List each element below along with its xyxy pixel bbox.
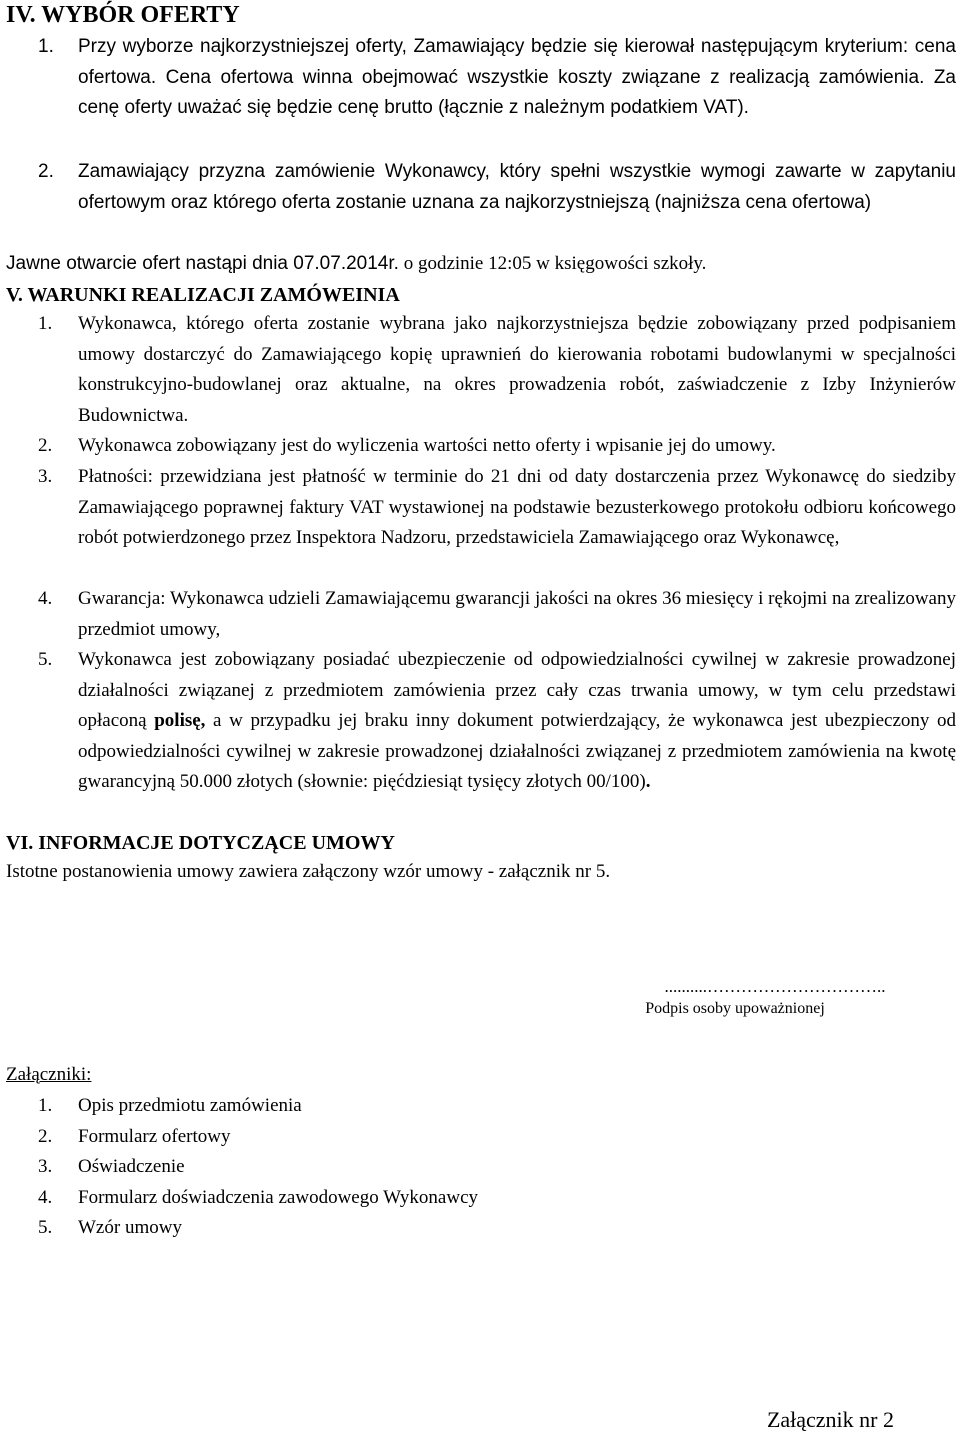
section-v-item-5 <box>38 645 956 798</box>
item-text: Formularz doświadczenia zawodowego Wykonawcy <box>78 1186 479 1208</box>
section-vi-heading: VI. INFORMACJE DOTYCZĄCE UMOWY <box>6 832 395 854</box>
item-number: 2. <box>38 435 53 456</box>
item-text <box>78 645 956 798</box>
section-v-item-3 <box>38 462 956 554</box>
item-text-bold: polisę, <box>154 710 206 731</box>
item-number: 3. <box>38 466 53 487</box>
attachments-heading: Załączniki: <box>6 1064 92 1085</box>
item-text: Wzór umowy <box>78 1217 182 1238</box>
signature-block <box>560 976 910 1020</box>
section-v-heading: V. WARUNKI REALIZACJI ZAMÓWEINIA <box>6 284 400 306</box>
list-item <box>38 1122 478 1153</box>
section-vi-text: Istotne postanowienia umowy zawiera załączony wzór umowy - załącznik nr 5. <box>6 861 611 882</box>
item-text: Opis przedmiotu zamówienia <box>78 1095 302 1116</box>
item-text-part: a w przypadku jej braku inny dokument potwierdzający, że wykonawca jest ubezpieczony od odpowiedzialności cywilnej w zakresie prowadzonej działalności związanej z przedmiotem zamówienia na kwotę gwarancyjną 50.000 złotych (słownie: pięćdziesiąt tysięcy złotych 00/100) <box>78 710 957 792</box>
opening-date-line <box>6 251 706 277</box>
attachment-label: Załącznik nr 2 <box>766 1407 894 1432</box>
item-text-bold: . <box>645 771 651 792</box>
list-item <box>38 1213 478 1244</box>
attachments-list <box>38 1091 478 1244</box>
item-number: 3. <box>38 1156 53 1177</box>
item-text: Gwarancja: Wykonawca udzieli Zamawiającemu gwarancji jakości na okres 36 miesięcy i rękojmi na zrealizowany przedmiot umowy, <box>78 588 956 640</box>
item-number: 2. <box>38 161 54 182</box>
item-number: 4. <box>38 588 53 609</box>
item-text: Formularz ofertowy <box>78 1125 231 1147</box>
item-text: Zamawiający przyzna zamówienie Wykonawcy, który spełni wszystkie wymogi zawarte w zapytaniu ofertowym oraz którego oferta zostanie uznana za najkorzystniejszą (najniższa cena ofertowa) <box>78 161 956 213</box>
section-v-item-1 <box>38 309 956 431</box>
item-number: 1. <box>38 36 54 57</box>
signature-label: Podpis osoby upoważnionej <box>645 1000 825 1017</box>
item-text: Wykonawca, którego oferta zostanie wybrana jako najkorzystniejsza będzie zobowiązany przed podpisaniem umowy dostarczyć do Zamawiającego kopię uprawnień do kierowania robotami budowlanymi w specjalności konstrukcyjno-budowlanej oraz aktualne, na okres prowadzenia robót, zaświadczenie z Izby Inżynierów Budownictwa. <box>78 313 956 426</box>
item-number: 2. <box>38 1125 53 1147</box>
item-text: Przy wyborze najkorzystniejszej oferty, Zamawiający będzie się kierował następującym kryterium: cena ofertowa. Cena ofertowa winna obejmować wszystkie koszty związane z realizacją zamówienia. Za cenę oferty uważać się będzie cenę brutto (łącznie z należnym podatkiem VAT). <box>78 36 956 118</box>
item-text: Wykonawca zobowiązany jest do wyliczenia wartości netto oferty i wpisanie jej do umowy. <box>78 435 776 456</box>
section-v-item-2 <box>38 431 956 462</box>
section-iv-item-1 <box>38 32 956 124</box>
section-v-item-4 <box>38 584 956 645</box>
opening-date-suffix: o godzinie 12:05 w księgowości szkoły. <box>398 253 707 274</box>
item-number: 5. <box>38 649 53 670</box>
item-number: 5. <box>38 1217 53 1238</box>
item-number: 1. <box>38 313 53 334</box>
section-iv-item-2 <box>38 157 956 218</box>
list-item <box>38 1152 478 1183</box>
signature-line: ..........………………………….. <box>664 977 886 996</box>
item-number: 4. <box>38 1186 53 1208</box>
item-number: 1. <box>38 1095 53 1116</box>
opening-date-prefix: Jawne otwarcie ofert nastąpi dnia 07.07.2014r. <box>6 253 399 274</box>
list-item <box>38 1091 478 1122</box>
item-text-part: Wykonawca jest zobowiązany posiadać ubezpieczenie od odpowiedzialności cywilnej w zakresie prowadzonej działalności związanej z przedmiotem zamówienia przez cały czas trwania umowy, w tym celu przedstawi opłaconą <box>78 649 956 731</box>
item-text: Oświadczenie <box>78 1156 185 1177</box>
list-item <box>38 1183 478 1214</box>
item-text: Płatności: przewidziana jest płatność w terminie do 21 dni od daty dostarczenia przez Wykonawcę do siedziby Zamawiającego poprawnej faktury VAT wystawionej na podstawie bezusterkowego protokołu odbioru końcowego robót potwierdzonego przez Inspektora Nadzoru, przedstawiciela Zamawiającego oraz Wykonawcę, <box>78 466 956 548</box>
section-iv-heading: IV. WYBÓR OFERTY <box>6 2 240 28</box>
